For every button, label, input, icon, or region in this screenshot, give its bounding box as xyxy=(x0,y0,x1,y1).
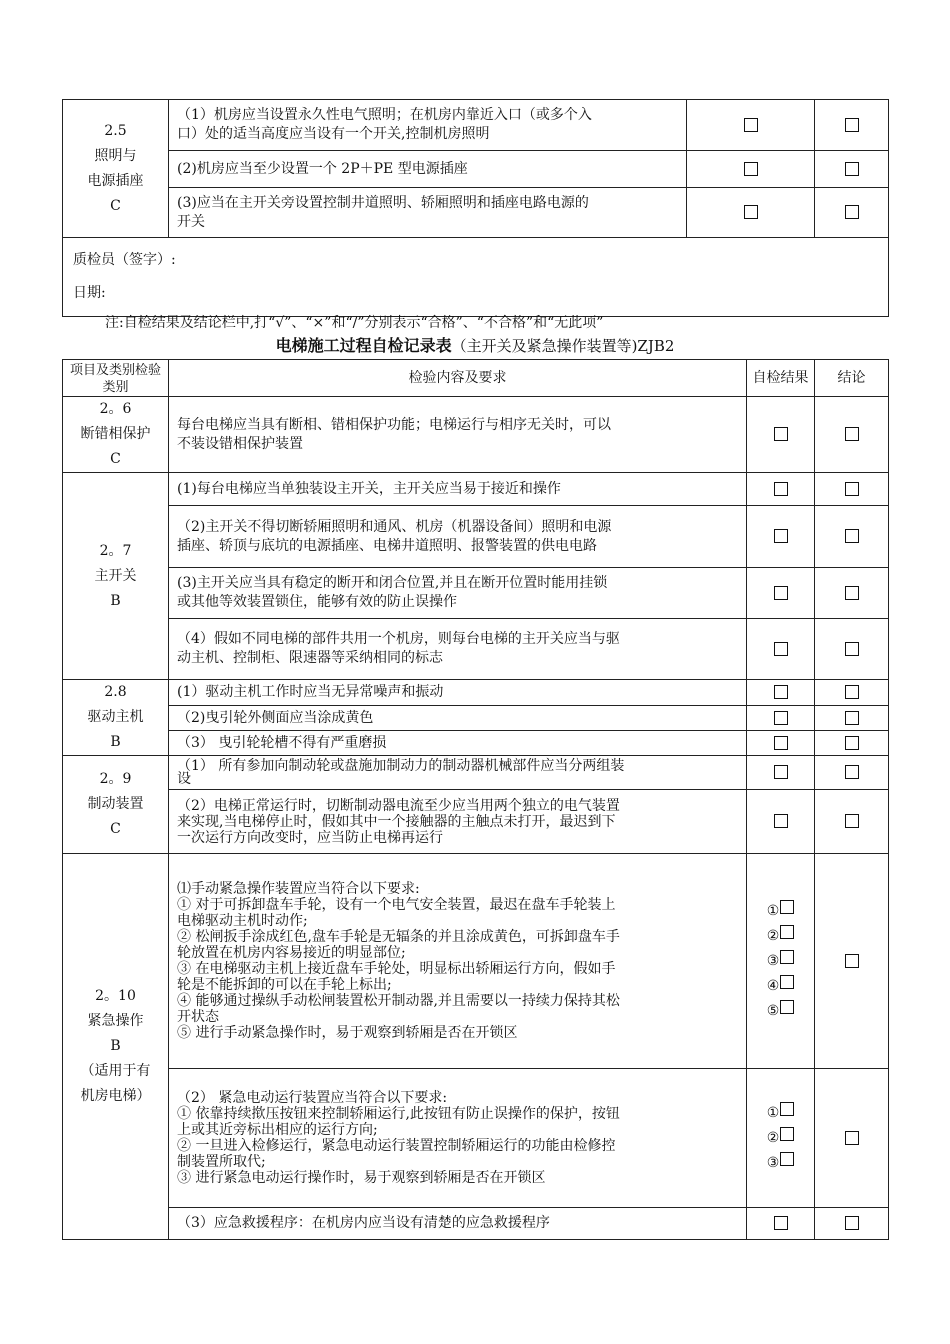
conclusion-cell[interactable] xyxy=(815,397,889,473)
text-line: 设 xyxy=(177,770,191,787)
header-label: 结论 xyxy=(837,369,866,386)
requirement-text xyxy=(169,619,747,680)
conclusion-checkbox[interactable] xyxy=(845,685,859,699)
text-line: ② 松闸扳手涂成红色,盘车手轮是无辐条的并且涂成黄色，可拆卸盘车手 xyxy=(177,929,620,945)
requirement-text xyxy=(169,188,687,238)
text-line: 口）处的适当高度应当设有一个开关,控制机房照明 xyxy=(177,126,490,142)
table-row xyxy=(63,100,889,151)
item-number: ④ xyxy=(766,977,780,994)
self-check-checkbox[interactable] xyxy=(774,1216,788,1230)
table-row xyxy=(63,188,889,238)
check-item[interactable] xyxy=(767,1151,795,1176)
conclusion-checkbox[interactable] xyxy=(845,765,859,779)
requirement-text xyxy=(169,854,747,1069)
inspector-signature-label: 质检员（签字）: xyxy=(73,252,176,268)
self-check-checkbox[interactable] xyxy=(774,814,788,828)
section-name: 制动装置 xyxy=(87,796,144,812)
form-title xyxy=(0,333,950,356)
text-line: ① 依靠持续揿压按钮来控制轿厢运行,此按钮有防止误操作的保护，按钮 xyxy=(177,1106,620,1122)
text-line: (1)每台电梯应当单独装设主开关，主开关应当易于接近和操作 xyxy=(177,480,561,497)
item-number: ② xyxy=(766,927,780,944)
section-grade: B xyxy=(110,734,121,750)
table-row xyxy=(63,756,889,790)
text-line: 插座、轿顶与底坑的电源插座、电梯井道照明、报警装置的供电电路 xyxy=(177,537,597,554)
text-line: 制装置所取代; xyxy=(177,1154,266,1170)
section-name: 驱动主机 xyxy=(87,709,144,725)
text-line: ⑤ 进行手动紧急操作时，易于观察到轿厢是否在开锁区 xyxy=(177,1025,518,1041)
section-2-6-category xyxy=(63,397,169,473)
check-item[interactable] xyxy=(767,1101,795,1126)
table-row xyxy=(63,473,889,506)
self-check-cell[interactable] xyxy=(687,100,815,151)
self-check-checkbox[interactable] xyxy=(774,736,788,750)
self-check-cell[interactable] xyxy=(747,473,815,506)
requirement-text xyxy=(169,473,747,506)
self-check-cell[interactable] xyxy=(747,619,815,680)
header-result xyxy=(747,360,815,397)
table-row xyxy=(63,790,889,854)
conclusion-cell[interactable] xyxy=(815,100,889,151)
signature-cell xyxy=(63,238,889,317)
conclusion-checkbox[interactable] xyxy=(845,482,859,496)
text-line: （2） 紧急电动运行装置应当符合以下要求: xyxy=(177,1090,448,1106)
text-line: (2)机房应当至少设置一个 2P＋PE 型电源插座 xyxy=(177,160,468,177)
conclusion-cell[interactable] xyxy=(815,756,889,790)
self-check-checkbox[interactable] xyxy=(780,900,794,914)
text-line: (3)主开关应当具有稳定的断开和闭合位置,并且在断开位置时能用挂锁 xyxy=(177,575,608,591)
conclusion-checkbox[interactable] xyxy=(845,711,859,725)
self-check-checkbox[interactable] xyxy=(780,975,794,989)
section-grade: C xyxy=(110,451,121,467)
text-line: 上或其近旁标出相应的运行方向; xyxy=(177,1122,378,1138)
self-check-checkbox[interactable] xyxy=(780,1152,794,1166)
section-number: 2.5 xyxy=(104,122,127,139)
conclusion-cell[interactable] xyxy=(815,1208,889,1240)
legend-note: 注:自检结果及结论栏中,打“√”、“×”和“/”分别表示“合格”、“不合格”和“无此项” xyxy=(105,315,604,331)
table-row xyxy=(63,506,889,568)
form-title-main: 电梯施工过程自检记录表 xyxy=(275,336,452,355)
self-check-checkbox[interactable] xyxy=(780,925,794,939)
item-number: ① xyxy=(766,902,780,919)
table-row xyxy=(63,854,889,1069)
requirement-text xyxy=(169,506,747,568)
conclusion-cell[interactable] xyxy=(815,680,889,706)
text-line: （2）电梯正常运行时，切断制动器电流至少应当用两个独立的电气装置 xyxy=(177,797,620,814)
text-line: （2)曳引轮外侧面应当涂成黄色 xyxy=(177,709,374,726)
text-line: 开状态 xyxy=(177,1009,219,1025)
section-number: 2。10 xyxy=(95,988,136,1004)
requirement-text xyxy=(169,1069,747,1208)
requirement-text xyxy=(169,568,747,619)
check-item[interactable] xyxy=(767,974,795,999)
self-check-checkbox[interactable] xyxy=(774,586,788,600)
section-name: 紧急操作 xyxy=(87,1013,144,1029)
conclusion-checkbox[interactable] xyxy=(845,814,859,828)
conclusion-cell[interactable] xyxy=(815,619,889,680)
item-number: ① xyxy=(766,1104,780,1121)
section-number: 2。6 xyxy=(99,401,132,417)
section-note: （适用于有 xyxy=(80,1063,151,1079)
header-row xyxy=(63,360,889,397)
requirement-text xyxy=(169,1208,747,1240)
section-number: 2.8 xyxy=(104,684,127,700)
text-line: 一次运行方向改变时，应当防止电梯再运行 xyxy=(177,829,443,846)
text-line: （3）应急救援程序：在机房内应当设有清楚的应急救援程序 xyxy=(177,1215,550,1231)
text-line: （1） 所有参加向制动轮或盘施加制动力的制动器机械部件应当分两组装 xyxy=(177,757,625,774)
self-check-checkbox[interactable] xyxy=(780,1000,794,1014)
check-item[interactable] xyxy=(767,949,795,974)
conclusion-checkbox[interactable] xyxy=(845,954,859,968)
signature-row xyxy=(63,238,889,317)
conclusion-cell[interactable] xyxy=(815,473,889,506)
requirement-text xyxy=(169,790,747,854)
self-check-cell[interactable] xyxy=(747,568,815,619)
conclusion-cell[interactable] xyxy=(815,731,889,756)
text-line: ⑴手动紧急操作装置应当符合以下要求: xyxy=(177,881,420,897)
section-note-cont: 机房电梯） xyxy=(80,1088,151,1104)
text-line: 来实现,当电梯停止时，假如其中一个接触器的主触点未打开，最迟到下 xyxy=(177,813,616,830)
text-line: 轮放置在机房内容易接近的明显部位; xyxy=(177,945,406,961)
self-check-cell[interactable] xyxy=(747,705,815,731)
self-check-cell[interactable] xyxy=(747,756,815,790)
requirement-text xyxy=(169,705,747,731)
conclusion-checkbox[interactable] xyxy=(845,586,859,600)
section-2-10-category xyxy=(63,854,169,1240)
text-line: 或其他等效装置锁住，能够有效的防止误操作 xyxy=(177,594,457,610)
conclusion-checkbox[interactable] xyxy=(845,205,859,219)
self-check-cell[interactable] xyxy=(747,680,815,706)
self-check-checkbox[interactable] xyxy=(774,482,788,496)
requirement-text xyxy=(169,151,687,188)
header-content xyxy=(169,360,747,397)
self-check-cell[interactable] xyxy=(747,731,815,756)
self-check-checkbox[interactable] xyxy=(774,529,788,543)
self-check-checkbox[interactable] xyxy=(744,118,758,132)
conclusion-cell[interactable] xyxy=(815,1069,889,1208)
text-line: (3)应当在主开关旁设置控制井道照明、轿厢照明和插座电路电源的 xyxy=(177,194,589,211)
text-line: （3） 曳引轮轮槽不得有严重磨损 xyxy=(177,734,387,751)
section-2-9-category xyxy=(63,756,169,854)
conclusion-checkbox[interactable] xyxy=(845,642,859,656)
header-category xyxy=(63,360,169,397)
form-title-sub: （主开关及紧急操作装置等)ZJB2 xyxy=(451,337,675,355)
conclusion-cell[interactable] xyxy=(815,188,889,238)
table-row xyxy=(63,680,889,706)
text-line: 开关 xyxy=(177,213,205,230)
text-line: （1）机房应当设置永久性电气照明；在机房内靠近入口（或多个入 xyxy=(177,107,592,123)
header-conclusion xyxy=(815,360,889,397)
self-check-cell[interactable] xyxy=(687,188,815,238)
self-check-cell[interactable] xyxy=(747,790,815,854)
check-item[interactable] xyxy=(767,899,795,924)
self-check-checkbox[interactable] xyxy=(774,642,788,656)
item-number: ③ xyxy=(766,1154,780,1171)
section-grade: B xyxy=(110,592,121,609)
self-check-checkbox[interactable] xyxy=(780,1127,794,1141)
self-check-cell[interactable] xyxy=(747,506,815,568)
self-check-cell[interactable] xyxy=(747,1208,815,1240)
table-row xyxy=(63,568,889,619)
section-grade: C xyxy=(110,821,121,837)
text-line: ③ 在电梯驱动主机上接近盘车手轮处，明显标出轿厢运行方向，假如手 xyxy=(177,961,616,977)
conclusion-cell[interactable] xyxy=(815,568,889,619)
item-number: ② xyxy=(766,1129,780,1146)
requirement-text xyxy=(169,100,687,151)
inspection-table-lighting xyxy=(62,99,889,317)
requirement-text xyxy=(169,731,747,756)
conclusion-cell[interactable] xyxy=(815,151,889,188)
text-line: 轮是不能拆卸的可以在手轮上标出; xyxy=(177,977,392,993)
conclusion-checkbox[interactable] xyxy=(845,1216,859,1230)
self-check-cell xyxy=(747,854,815,1069)
self-check-checkbox[interactable] xyxy=(744,162,758,176)
section-grade: C xyxy=(110,197,121,214)
self-check-checkbox[interactable] xyxy=(774,765,788,779)
check-item[interactable] xyxy=(767,1126,795,1151)
conclusion-checkbox[interactable] xyxy=(845,118,859,132)
text-line: （2)主开关不得切断轿厢照明和通风、机房（机器设备间）照明和电源 xyxy=(177,518,612,535)
section-2-5-category xyxy=(63,100,169,238)
text-line: ② 一旦进入检修运行，紧急电动运行装置控制轿厢运行的功能由检修控 xyxy=(177,1138,616,1154)
requirement-text xyxy=(169,756,747,790)
text-line: 不装设错相保护装置 xyxy=(177,435,303,452)
table-row xyxy=(63,151,889,188)
text-line: 电梯驱动主机时动作; xyxy=(177,913,308,929)
self-check-cell[interactable] xyxy=(687,151,815,188)
check-item[interactable] xyxy=(767,924,795,949)
text-line: （4）假如不同电梯的部件共用一个机房，则每台电梯的主开关应当与驱 xyxy=(177,631,620,647)
self-check-cell[interactable] xyxy=(747,397,815,473)
self-check-checkbox[interactable] xyxy=(774,427,788,441)
header-label: 自检结果 xyxy=(752,369,809,386)
table-row xyxy=(63,397,889,473)
conclusion-checkbox[interactable] xyxy=(845,529,859,543)
text-line: (1）驱动主机工作时应当无异常噪声和振动 xyxy=(177,683,444,700)
text-line: ③ 进行紧急电动运行操作时，易于观察到轿厢是否在开锁区 xyxy=(177,1170,546,1186)
conclusion-checkbox[interactable] xyxy=(845,162,859,176)
text-line: ① 对于可拆卸盘车手轮，设有一个电气安全装置，最迟在盘车手轮装上 xyxy=(177,897,616,913)
table-row xyxy=(63,705,889,731)
conclusion-cell[interactable] xyxy=(815,854,889,1069)
self-check-checkbox[interactable] xyxy=(744,205,758,219)
header-label: 检验内容及要求 xyxy=(408,369,507,386)
inspection-table-main-switch xyxy=(62,359,889,1240)
text-line: 每台电梯应当具有断相、错相保护功能；电梯运行与相序无关时，可以 xyxy=(177,416,611,433)
header-label: 项目及类别检验类别 xyxy=(69,363,161,395)
table-row xyxy=(63,731,889,756)
requirement-text xyxy=(169,680,747,706)
table-row xyxy=(63,1069,889,1208)
self-check-checkbox[interactable] xyxy=(780,950,794,964)
section-grade: B xyxy=(110,1038,121,1054)
date-label: 日期: xyxy=(73,285,106,301)
item-number: ⑤ xyxy=(766,1002,780,1019)
section-name: 照明与 xyxy=(94,147,137,164)
conclusion-cell[interactable] xyxy=(815,790,889,854)
text-line: 动主机、控制柜、限速器等采纳相同的标志 xyxy=(177,650,443,666)
self-check-checkbox[interactable] xyxy=(774,711,788,725)
section-name: 主开关 xyxy=(94,567,137,584)
section-2-7-category xyxy=(63,473,169,680)
self-check-checkbox[interactable] xyxy=(780,1102,794,1116)
section-number: 2。7 xyxy=(99,542,132,559)
self-check-cell xyxy=(747,1069,815,1208)
conclusion-checkbox[interactable] xyxy=(845,1131,859,1145)
self-check-checkbox[interactable] xyxy=(774,685,788,699)
text-line: ④ 能够通过操纵手动松闸装置松开制动器,并且需要以一持续力保持其松 xyxy=(177,993,620,1009)
table-row xyxy=(63,1208,889,1240)
item-number: ③ xyxy=(766,952,780,969)
conclusion-cell[interactable] xyxy=(815,705,889,731)
conclusion-checkbox[interactable] xyxy=(845,736,859,750)
section-name-cont: 电源插座 xyxy=(87,172,144,189)
multi-check-list xyxy=(767,899,795,1024)
section-name: 断错相保护 xyxy=(80,426,151,442)
requirement-text xyxy=(169,397,747,473)
table-row xyxy=(63,619,889,680)
multi-check-list xyxy=(767,1101,795,1176)
section-2-8-category xyxy=(63,680,169,756)
conclusion-cell[interactable] xyxy=(815,506,889,568)
conclusion-checkbox[interactable] xyxy=(845,427,859,441)
section-number: 2。9 xyxy=(99,771,132,787)
check-item[interactable] xyxy=(767,999,795,1024)
